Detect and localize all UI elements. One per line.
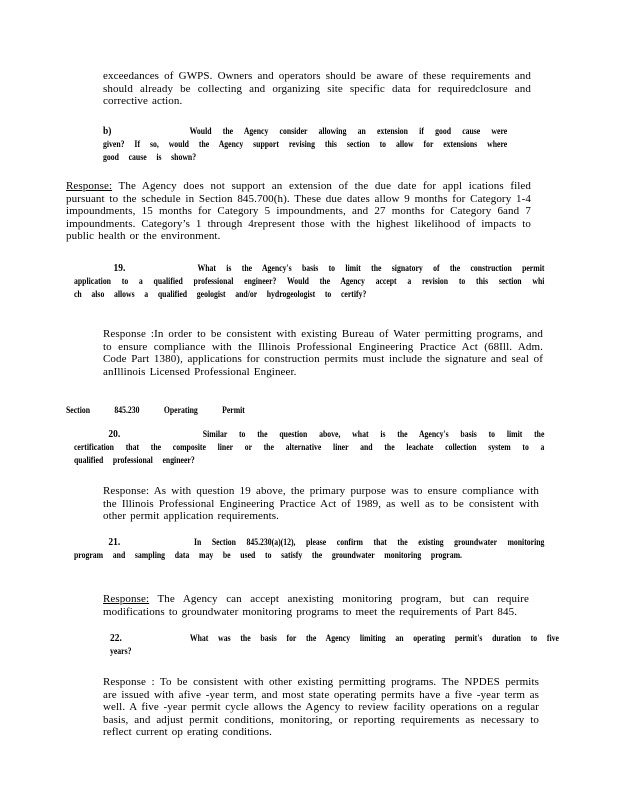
question-19-text: What is the Agency's basis to limit the signatory of the construction permit application to a qualified professional engineer? Would the Agency accept a revision to this section whi ch also allows a qualified geologist and/or hydrogeologist to certify? — [74, 263, 545, 299]
section-number: 845.230 — [114, 405, 140, 415]
response-19: Response :In order to be consistent with existing Bureau of Water permitting programs, and to ensure compliance with the Illinois Professional Engineering Practice Act (68Ill. Adm. Code Part 1380), applications for construction permits must include the signature and seal of anIllinois Licensed Professional Engineer. — [103, 328, 543, 378]
question-19-number: 19. — [113, 262, 126, 274]
question-21-number: 21. — [108, 536, 121, 548]
question-b-label: b) — [103, 125, 112, 137]
section-title-permit: Permit — [222, 405, 245, 415]
question-b-text: Would the Agency consider allowing an extension if good cause were given? If so, would the Agency support revising this section to allow for extensions where good cause is shown? — [103, 126, 508, 162]
paragraph-closure-requirements: exceedances of GWPS. Owners and operators should be aware of these requirements and should already be collecting and organizing site specific data for requiredclosure and corrective action. — [103, 70, 531, 108]
response-b-label: Response: — [66, 180, 113, 192]
question-19 — [74, 262, 544, 301]
question-20-number: 20. — [108, 428, 121, 440]
response-21 — [103, 593, 529, 618]
question-20-text: Similar to the question above, what is the Agency's basis to limit the certification that the composite liner or the alternative liner and the leachate collection system to a qualified professional engineer? — [74, 429, 545, 465]
question-22-text: What was the basis for the Agency limiting an operating permit's duration to five years? — [110, 633, 559, 656]
section-heading — [66, 405, 267, 415]
response-21-label: Response: — [103, 593, 150, 605]
response-20: Response: As with question 19 above, the primary purpose was to ensure compliance with the Illinois Professional Engineering Practice Act of 1989, as well as to be consistent with other permit application requirements. — [103, 485, 539, 523]
question-20 — [74, 428, 544, 467]
response-b — [66, 180, 531, 243]
section-title-operating: Operating — [163, 405, 198, 415]
section-label: Section — [66, 405, 91, 415]
response-21-text: The Agency can accept anexisting monitoring program, but can require modifications to groundwater monitoring programs to meet the requirements of Part 845. — [103, 593, 529, 618]
question-b — [103, 125, 507, 164]
response-22: Response : To be consistent with other existing permitting programs. The NPDES permits are issued with afive -year term, and most state operating permits have a five -year term as well. A five -year permit cycle allows the Agency to review facility operations on a regular basis, and adjust permit conditions, monitoring, or reporting requirements as necessary to reflect current op erating conditions. — [103, 676, 539, 739]
question-21 — [74, 536, 544, 562]
question-22-number: 22. — [110, 632, 122, 644]
response-b-text: The Agency does not support an extension of the due date for appl ications filed pursuant to the schedule in Section 845.700(h). These due dates allow 9 months for Category 1-4 impoundments, 15 months for Category 5 impoundments, and 27 months for Category 6and 7 impoundments. Category’s 1 through 4represent those with the highest likelihood of impacts to public health or the environment. — [66, 180, 531, 243]
question-21-text: In Section 845.230(a)(12), please confirm that the existing groundwater monitoring program and sampling data may be used to satisfy the groundwater monitoring program. — [74, 537, 545, 560]
question-22 — [110, 632, 559, 658]
